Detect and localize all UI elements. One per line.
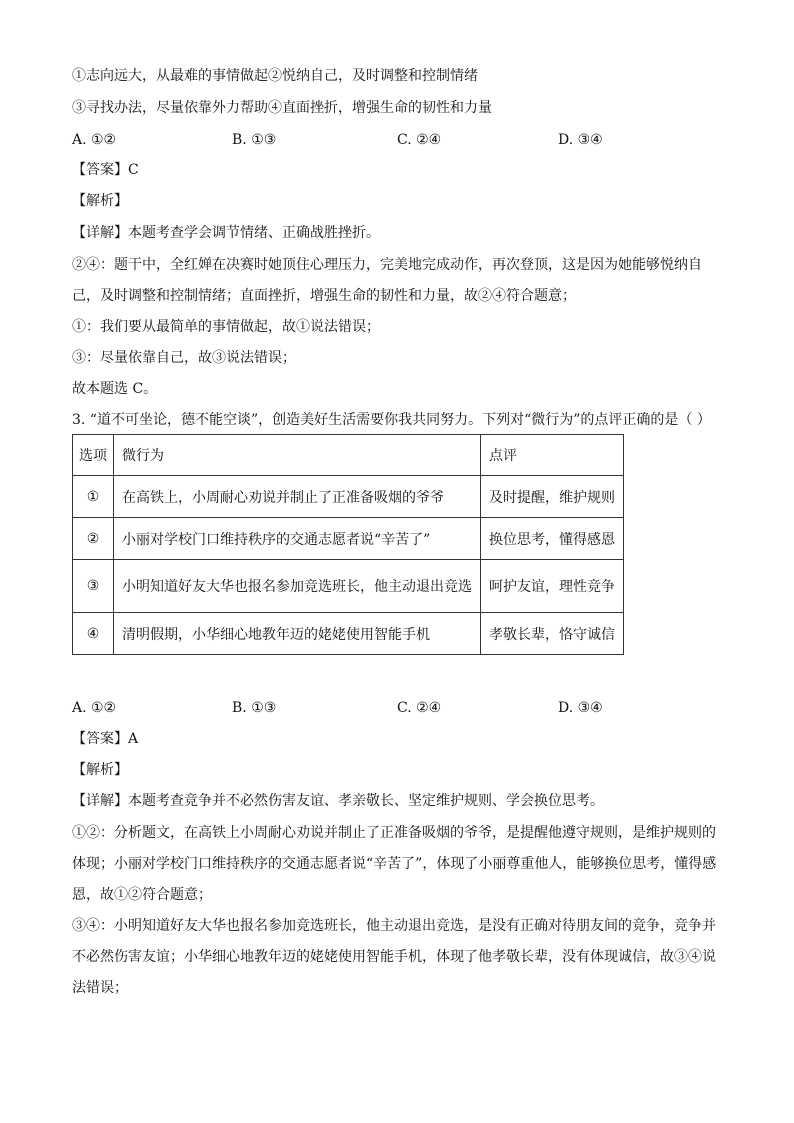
q2-option-d: D. ③④: [558, 132, 603, 148]
q2-options: [72, 130, 672, 150]
row-option: ③: [73, 560, 114, 613]
table-row: [73, 613, 624, 655]
q3-explanation-1b: 体现；小丽对学校门口维持秩序的交通志愿者说“辛苦了”，体现了小丽尊重他人，能够换位思考，懂得感: [72, 856, 717, 872]
row-option: ②: [73, 518, 114, 560]
q2-detail: 【详解】本题考查学会调节情绪、正确战胜挫折。: [72, 225, 380, 241]
q2-conclusion: 故本题选 C。: [72, 381, 158, 397]
header-option: 选项: [73, 435, 114, 476]
q3-table: [72, 434, 624, 655]
row-comment: 呵护友谊，理性竞争: [481, 560, 624, 613]
q2-answer: 【答案】C: [72, 162, 139, 178]
q2-analysis-label: 【解析】: [72, 193, 128, 209]
q3-answer: 【答案】A: [72, 731, 139, 747]
q3-explanation-2b: 不必然伤害友谊；小华细心地教年迈的姥姥使用智能手机，体现了他孝敬长辈，没有体现诚信，故③④说: [72, 949, 716, 965]
row-comment: 及时提醒，维护规则: [481, 476, 624, 518]
q3-stem: 3. “道不可坐论，德不能空谈”，创造美好生活需要你我共同努力。下列对“微行为”的点评正确的是（ ）: [72, 412, 711, 428]
table-row: [73, 560, 624, 613]
header-comment: 点评: [481, 435, 624, 476]
q3-option-c: C. ②④: [397, 700, 442, 716]
q3-detail: 【详解】本题考查竞争并不必然伤害友谊、孝亲敬长、坚定维护规则、学会换位思考。: [72, 793, 604, 809]
table-header-row: [73, 435, 624, 476]
q2-explanation-1b: 己，及时调整和控制情绪；直面挫折，增强生命的韧性和力量，故②④符合题意；: [72, 288, 576, 304]
row-comment: 换位思考，懂得感恩: [481, 518, 624, 560]
q3-option-d: D. ③④: [558, 700, 603, 716]
row-option: ①: [73, 476, 114, 518]
q3-explanation-2a: ③④：小明知道好友大华也报名参加竞选班长，他主动退出竞选，是没有正确对待朋友间的竞争，竞争并: [72, 918, 716, 934]
q2-explanation-3: ③：尽量依靠自己，故③说法错误；: [72, 350, 296, 366]
q2-statement-1: ①志向远大，从最难的事情做起②悦纳自己，及时调整和控制情绪: [72, 68, 478, 84]
q2-explanation-2: ①：我们要从最简单的事情做起，故①说法错误；: [72, 319, 380, 335]
q2-option-a: A. ①②: [72, 132, 117, 148]
q2-option-b: B. ①③: [232, 132, 277, 148]
q3-explanation-1a: ①②：分析题文，在高铁上小周耐心劝说并制止了正准备吸烟的爷爷，是提醒他遵守规则，是维护规则的: [72, 825, 716, 841]
q2-option-c: C. ②④: [397, 132, 442, 148]
q3-explanation-1c: 恩，故①②符合题意；: [72, 887, 212, 903]
q2-statement-2: ③寻找办法，尽量依靠外力帮助④直面挫折，增强生命的韧性和力量: [72, 100, 492, 116]
q3-option-b: B. ①③: [232, 700, 277, 716]
q2-explanation-1a: ②④：题干中，全红婵在决赛时她顶住心理压力，完美地完成动作，再次登顶，这是因为她能够悦纳自: [72, 257, 702, 273]
row-comment: 孝敬长辈，恪守诚信: [481, 613, 624, 655]
q3-analysis-label: 【解析】: [72, 762, 128, 778]
row-behavior: 小明知道好友大华也报名参加竞选班长，他主动退出竞选: [114, 560, 481, 613]
row-behavior: 在高铁上，小周耐心劝说并制止了正准备吸烟的爷爷: [114, 476, 481, 518]
q3-options: [72, 698, 672, 718]
q3-explanation-2c: 法错误；: [72, 980, 128, 996]
row-option: ④: [73, 613, 114, 655]
row-behavior: 清明假期，小华细心地教年迈的姥姥使用智能手机: [114, 613, 481, 655]
row-behavior: 小丽对学校门口维持秩序的交通志愿者说“辛苦了”: [114, 518, 481, 560]
table-row: [73, 476, 624, 518]
header-behavior: 微行为: [114, 435, 481, 476]
q3-option-a: A. ①②: [72, 700, 117, 716]
table-row: [73, 518, 624, 560]
